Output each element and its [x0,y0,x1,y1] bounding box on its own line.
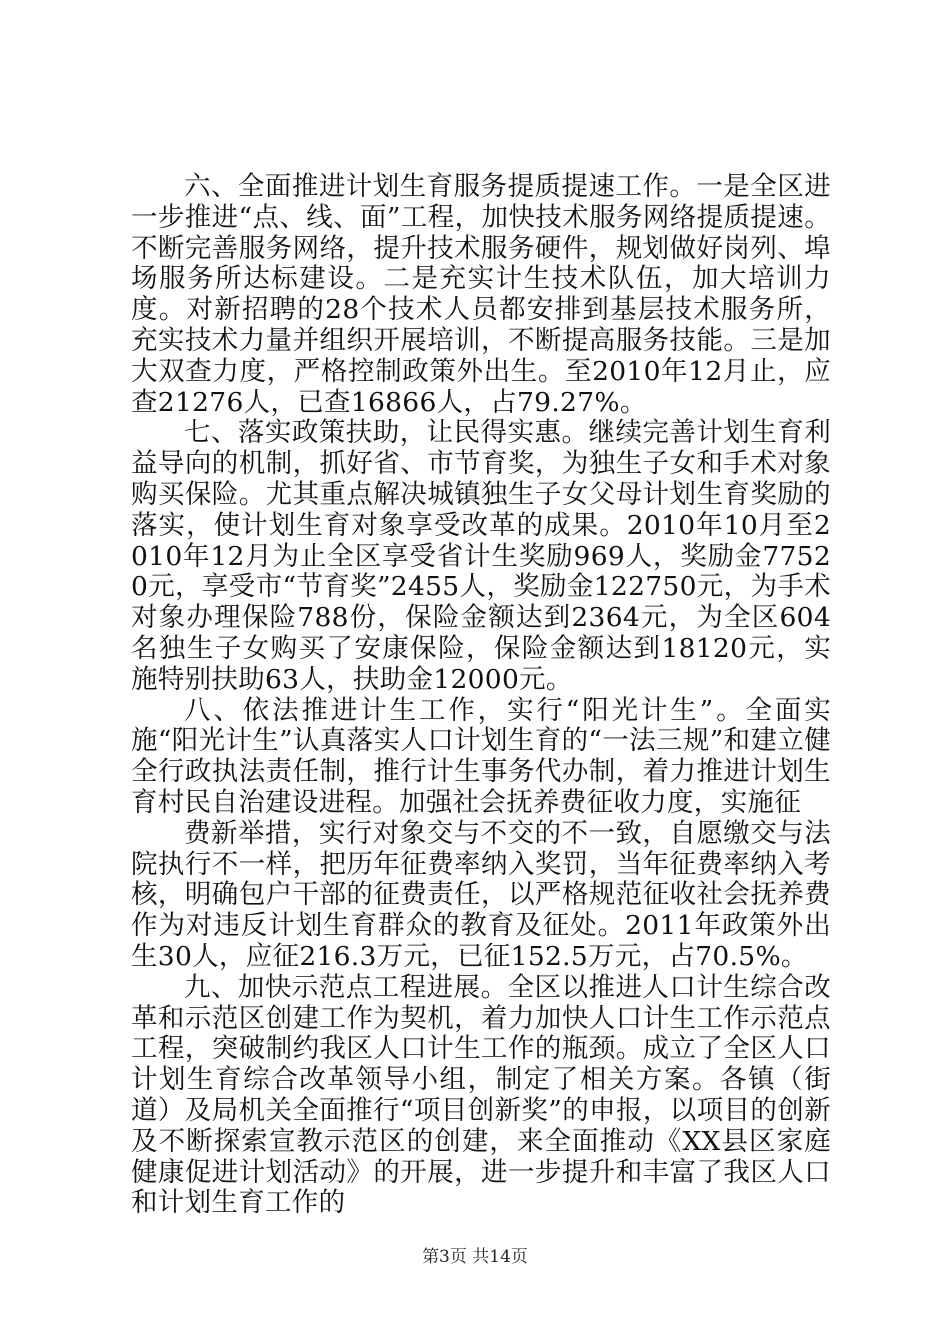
document-body [131,172,831,1219]
paragraph-section-9: 九、加快示范点工程进展。全区以推进人口计生综合改革和示范区创建工作为契机，着力加快人口计生工作示范点工程，突破制约我区人口计生工作的瓶颈。成立了全区人口计划生育综合改革领导小组，制定了相关方案。各镇（街道）及局机关全面推行“项目创新奖”的申报，以项目的创新及不断探索宣教示范区的创建，来全面推动《XX县区家庭健康促进计划活动》的开展，进一步提升和丰富了我区人口和计划生育工作的 [131,971,831,1219]
page-number-footer: 第3页 共14页 [422,1247,528,1267]
paragraph-section-8: 八、依法推进计生工作，实行“阳光计生”。全面实施“阳光计生”认真落实人口计划生育的“一法三规”和建立健全行政执法责任制，推行计生事务代办制，着力推进计划生育村民自治建设进程。加强社会抚养费征收力度，实施征 [131,694,831,818]
paragraph-section-6: 六、全面推进计划生育服务提质提速工作。一是全区进一步推进“点、线、面”工程，加快技术服务网络提质提速。不断完善服务网络，提升技术服务硬件，规划做好岗列、埠场服务所达标建设。二是充实计生技术队伍，加大培训力度。对新招聘的28个技术人员都安排到基层技术服务所，充实技术力量并组织开展培训，不断提高服务技能。三是加大双查力度，严格控制政策外出生。至2010年12月止，应查21276人，已查16866人，占79.27%。 [131,171,831,418]
paragraph-section-7: 七、落实政策扶助，让民得实惠。继续完善计划生育利益导向的机制，抓好省、市节育奖，为独生子女和手术对象购买保险。尤其重点解决城镇独生子女父母计划生育奖励的落实，使计划生育对象享受改革的成果。2010年10月至2010年12月为止全区享受省计生奖励969人，奖励金77520元，享受市“节育奖”2455人，奖励金122750元，为手术对象办理保险788份，保险金额达到2364元，为全区604名独生子女购买了安康保险，保险金额达到18120元，实施特别扶助63人，扶助金12000元。 [131,417,831,695]
paragraph-section-8-continued: 费新举措，实行对象交与不交的不一致，自愿缴交与法院执行不一样，把历年征费率纳入奖罚，当年征费率纳入考核，明确包户干部的征费责任，以严格规范征收社会抚养费作为对违反计划生育群众的教育及征处。2011年政策外出生30人，应征216.3万元，已征152.5万元，占70.5%。 [131,817,831,972]
